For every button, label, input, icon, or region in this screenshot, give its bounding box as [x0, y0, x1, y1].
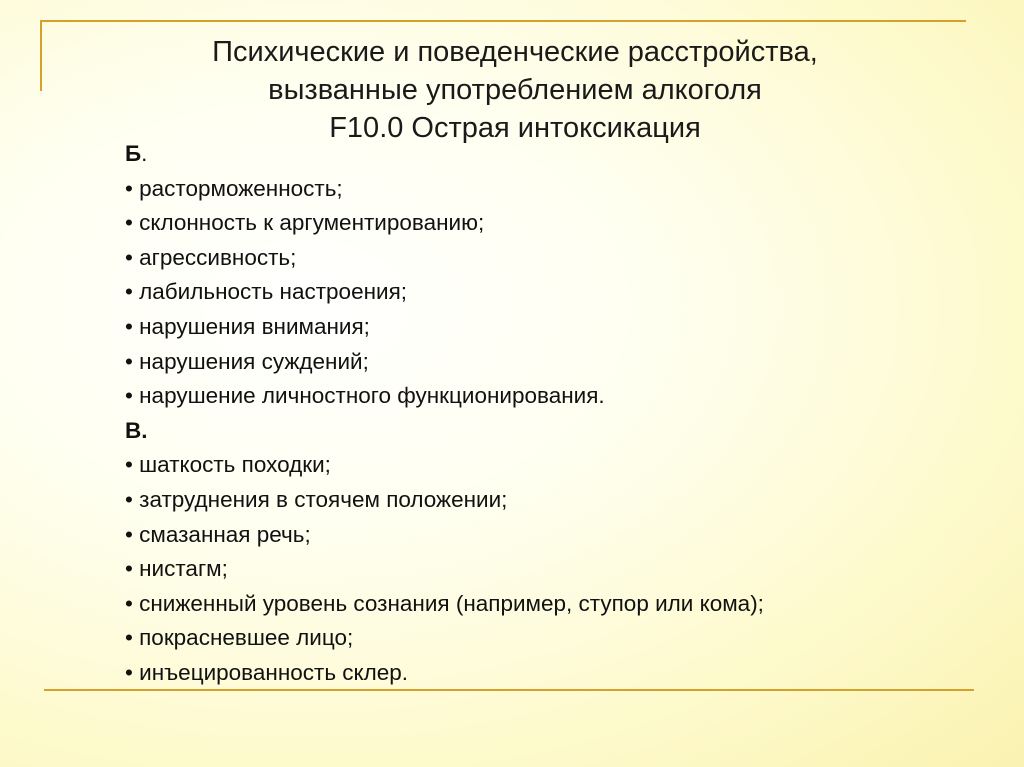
list-item: • нарушения суждений;	[125, 348, 369, 374]
bottom-rule	[44, 689, 974, 691]
title-line-2: вызванные употреблением алкоголя	[268, 74, 762, 106]
section-b-heading	[125, 137, 1005, 172]
list-item: • смазанная речь;	[125, 521, 311, 547]
list-item: • лабильность настроения;	[125, 279, 408, 305]
list-item: • сниженный уровень сознания (например, ступор или кома);	[125, 590, 764, 616]
list-item: • покрасневшее лицо;	[125, 625, 354, 651]
title-line-1: Психические и поведенческие расстройства,	[212, 36, 818, 68]
top-rule	[40, 20, 966, 22]
section-b-suffix: .	[141, 141, 148, 166]
slide-body	[125, 137, 1005, 691]
list-item: • расторможенность;	[125, 175, 343, 201]
list-item: • шаткость походки;	[125, 452, 331, 478]
list-item: • затруднения в стоячем положении;	[125, 486, 508, 512]
list-item: • нарушения внимания;	[125, 313, 370, 339]
list-item: • нистагм;	[125, 556, 228, 582]
list-item: • нарушение личностного функционирования.	[125, 383, 605, 409]
list-item: • склонность к аргументированию;	[125, 210, 485, 236]
list-item: • инъецированность склер.	[125, 659, 409, 685]
title-line-3: F10.0 Острая интоксикация	[329, 112, 701, 144]
section-b-letter: Б	[125, 141, 142, 166]
slide-title	[80, 33, 950, 147]
left-rule	[40, 20, 42, 91]
list-item: • агрессивность;	[125, 244, 297, 270]
section-v-heading: В.	[125, 417, 148, 443]
